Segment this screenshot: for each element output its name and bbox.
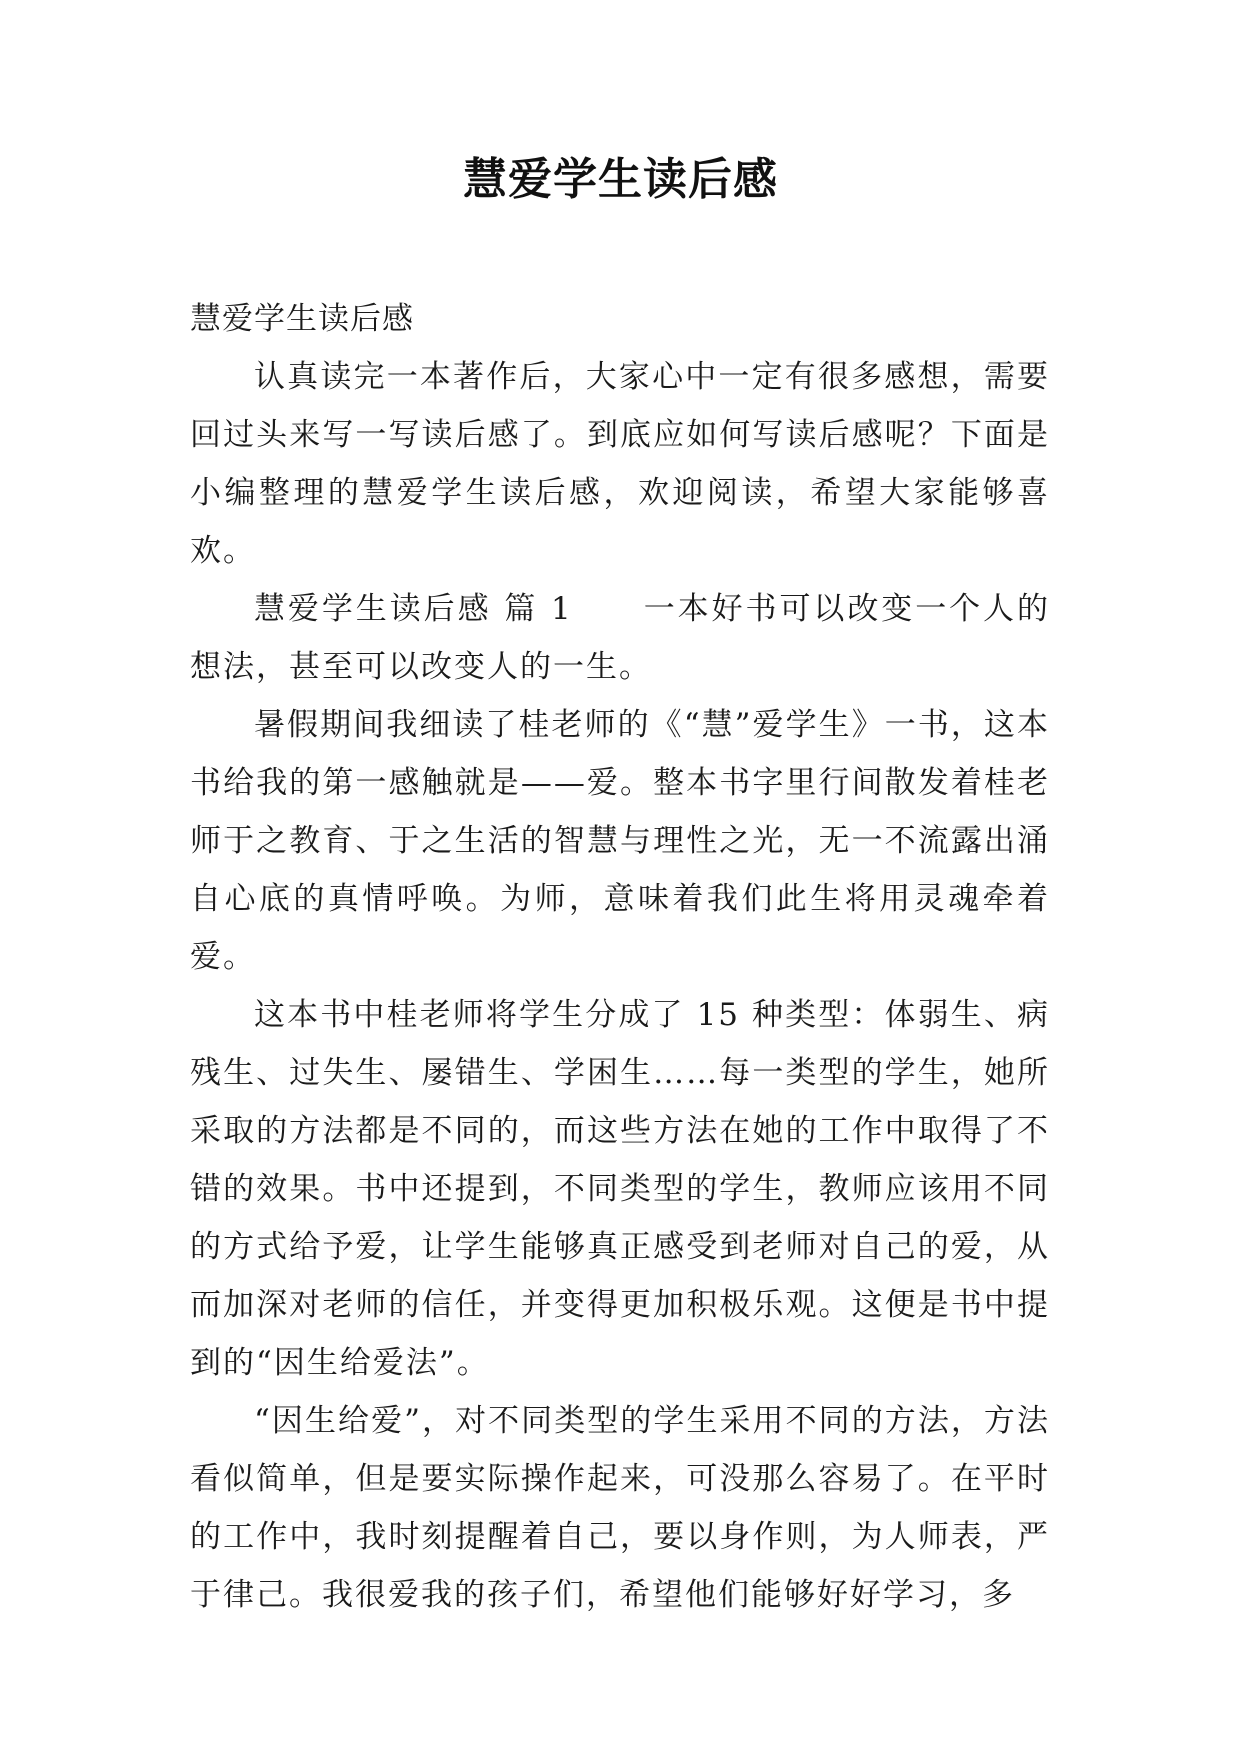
body-paragraph: 暑假期间我细读了桂老师的《“慧”爱学生》一书，这本书给我的第一感触就是——爱。整本书字里行间散发着桂老师于之教育、于之生活的智慧与理性之光，无一不流露出涌自心底的真情呼唤。为师，意味着我们此生将用灵魂牵着爱。: [190, 707, 1050, 975]
document-subtitle: 慧爱学生读后感: [190, 301, 414, 337]
body-paragraph: “因生给爱”，对不同类型的学生采用不同的方法，方法看似简单，但是要实际操作起来，可没那么容易了。在平时的工作中，我时刻提醒着自己，要以身作则，为人师表，严于律己。我很爱我的孩子们，希望他们能够好好学习，多: [190, 1403, 1050, 1613]
document-body: [190, 290, 1050, 1624]
chapter-opening-text: 一本好书可以改变一个人的想法，甚至可以改变人的一生。: [190, 591, 1050, 685]
chapter-paragraph: [190, 580, 1050, 696]
document-title: 慧爱学生读后感: [463, 154, 778, 205]
intro-paragraph: 认真读完一本著作后，大家心中一定有很多感想，需要回过头来写一写读后感了。到底应如何写读后感呢？下面是小编整理的慧爱学生读后感，欢迎阅读，希望大家能够喜欢。: [190, 359, 1050, 569]
body-paragraph: 这本书中桂老师将学生分成了 15 种类型：体弱生、病残生、过失生、屡错生、学困生……每一类型的学生，她所采取的方法都是不同的，而这些方法在她的工作中取得了不错的效果。书中还提到，不同类型的学生，教师应该用不同的方式给予爱，让学生能够真正感受到老师对自己的爱，从而加深对老师的信任，并变得更加积极乐观。这便是书中提到的“因生给爱法”。: [190, 997, 1050, 1381]
chapter-heading: 慧爱学生读后感 篇 1: [254, 591, 573, 627]
